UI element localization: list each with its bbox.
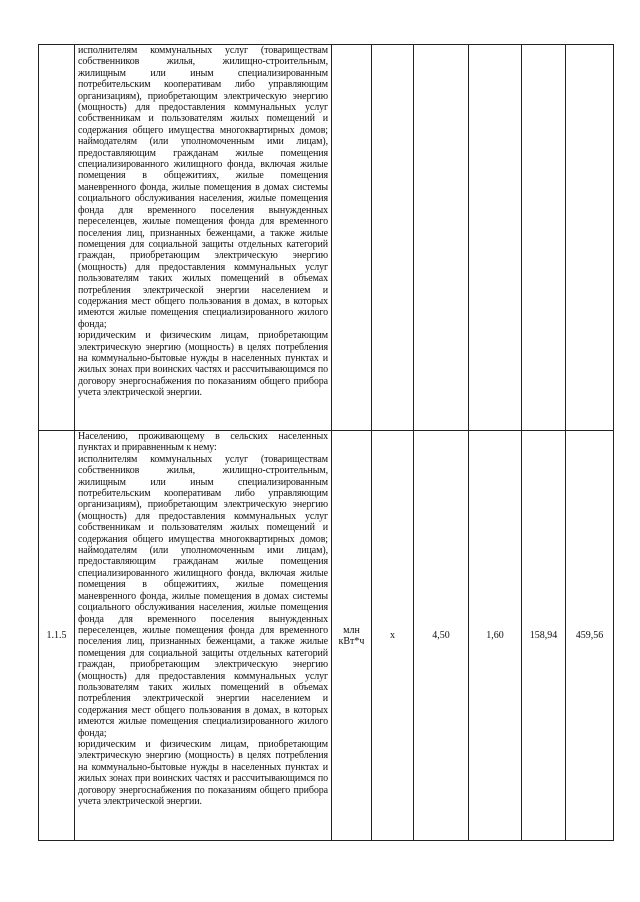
description-paragraph: юридическим и физическим лицам, приобретающим электрическую энергию (мощность) в целях потребления на коммунально-бытовые нужды в населенных пунктах и жилых зонах при воинских частях и рассчитывающимся по договору энергоснабжения по показаниям общего прибора учета электрической энергии. (78, 330, 328, 399)
value-cell-3: 158,94 (522, 431, 566, 841)
x-cell: x (372, 431, 414, 841)
value-cell-2 (469, 45, 522, 431)
unit-cell: млн кВт*ч (332, 431, 372, 841)
table-row (39, 45, 614, 431)
table-row (39, 431, 614, 841)
description-paragraph: Населению, проживающему в сельских населенных пунктах и приравненным к нему: (78, 431, 328, 454)
description-paragraph: исполнителям коммунальных услуг (товариществам собственников жилья, жилищно-строительным, жилищным или иным специализированным потребительским кооперативам либо управляющим организациям), приобретающим электрическую энергию (мощность) для предоставления коммунальных услуг собственникам и пользователям жилых помещений и содержания общего имущества многоквартирных домов; наймодателям (или уполномоченным ими лицам), предоставляющим гражданам жилые помещения специализированного жилищного фонда, включая жилые помещения в общежитиях, жилые помещения маневренного фонда, жилые помещения в домах системы социального обслуживания населения, жилые помещения фонда для временного поселения вынужденных переселенцев, жилые помещения фонда для временного поселения лиц, признанных беженцами, а также жилые помещения для социальной защиты отдельных категорий граждан, приобретающим электрическую энергию (мощность) для предоставления коммунальных услуг пользователям таких жилых помещений в объемах потребления электрической энергии населением и содержания мест общего пользования в домах, в которых имеются жилые помещения специализированного жилого фонда; (78, 45, 328, 330)
value-cell-3 (522, 45, 566, 431)
description-paragraph: исполнителям коммунальных услуг (товариществам собственников жилья, жилищно-строительным, жилищным или иным специализированным потребительским кооперативам либо управляющим организациям), приобретающим электрическую энергию (мощность) для предоставления коммунальных услуг собственникам и пользователям жилых помещений и содержания общего имущества многоквартирных домов; наймодателям (или уполномоченным ими лицам), предоставляющим гражданам жилые помещения специализированного жилищного фонда, включая жилые помещения в общежитиях, жилые помещения маневренного фонда, жилые помещения в домах системы социального обслуживания населения, жилые помещения фонда для временного поселения вынужденных переселенцев, жилые помещения фонда для временного поселения лиц, признанных беженцами, а также жилые помещения для социальной защиты отдельных категорий граждан, приобретающим электрическую энергию (мощность) для предоставления коммунальных услуг пользователям таких жилых помещений в объемах потребления электрической энергии населением и содержания мест общего пользования в домах, в которых имеются жилые помещения специализированного жилого фонда; (78, 453, 328, 739)
description-paragraph: юридическим и физическим лицам, приобретающим электрическую энергию (мощность) в целях потребления на коммунально-бытовые нужды в населенных пунктах и жилых зонах при воинских частях и рассчитывающимся по договору энергоснабжения по показаниям общего прибора учета электрической энергии. (78, 738, 328, 807)
description-cell (75, 45, 332, 431)
value-cell-1: 4,50 (414, 431, 469, 841)
unit-cell (332, 45, 372, 431)
value-cell-1 (414, 45, 469, 431)
x-cell (372, 45, 414, 431)
tariff-table (38, 44, 614, 841)
description-cell (75, 431, 332, 841)
row-number-cell (39, 45, 75, 431)
value-cell-4: 459,56 (566, 431, 614, 841)
value-cell-2: 1,60 (469, 431, 522, 841)
value-cell-4 (566, 45, 614, 431)
row-number-cell: 1.1.5 (39, 431, 75, 841)
